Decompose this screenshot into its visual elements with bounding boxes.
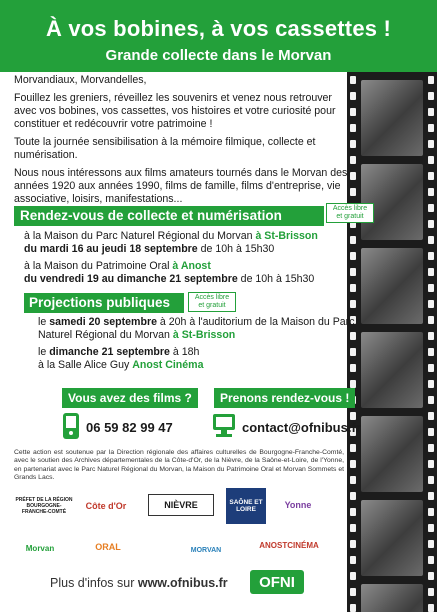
greeting: Morvandiaux, Morvandelles, [14,74,147,86]
morvan-lakes-logo: MORVAN [190,546,222,554]
event-1-town: à St-Brisson [255,230,318,242]
header-band [0,0,437,72]
collecte-event-2 [24,260,359,286]
event-1-place: à la Maison du Parc Naturel Régional du Morvan [24,230,253,242]
sprocket-hole [428,316,434,324]
event-2-place: à la Maison du Patrimoine Oral [24,260,170,272]
sprocket-hole [350,300,356,308]
film-strip [347,72,437,612]
projection-1-details: à 20h à l'auditorium de la Maison du Parc Naturel Régional du Morvan [38,316,355,341]
sprocket-hole [428,124,434,132]
projections-heading: Projections publiques [24,293,184,313]
event-2-date: du vendredi 19 au dimanche 21 septembre [24,273,238,285]
sprocket-hole [428,236,434,244]
nievre-logo: NIÈVRE [148,494,214,516]
film-frame-photo [361,416,423,492]
phone-number[interactable]: 06 59 82 99 47 [86,420,173,435]
sprocket-hole [350,540,356,548]
maison-patrimoine-oral-logo: ORAL [95,542,121,552]
projections-badge: Accès libre et gratuit [188,292,236,312]
projection-2-venue: Anost Cinéma [132,359,204,371]
sprocket-hole [428,380,434,388]
event-1-date: du mardi 16 au jeudi 18 septembre [24,243,198,255]
email-address[interactable]: contact@ofnibus.fr [242,420,361,435]
sprocket-hole [350,460,356,468]
film-frame-photo [361,584,423,612]
sprocket-hole [428,172,434,180]
film-frame-photo [361,164,423,240]
sprocket-hole [428,604,434,612]
sprocket-hole [428,428,434,436]
collecte-heading: Rendez-vous de collecte et numérisation [14,206,324,226]
sprocket-hole [428,540,434,548]
page-title: À vos bobines, à vos cassettes ! [45,16,392,41]
projection-2-time: à 18h [172,346,200,358]
film-frame-photo [361,80,423,156]
sprocket-hole [428,156,434,164]
sprocket-hole [428,332,434,340]
computer-icon [210,412,238,440]
sprocket-hole [428,412,434,420]
projection-1-date: samedi 20 septembre [49,316,157,328]
sprocket-hole [350,572,356,580]
footer-info [50,576,228,590]
phone-icon [62,412,80,440]
sprocket-hole [428,220,434,228]
sprocket-hole [428,476,434,484]
projection-1-town: à St-Brisson [172,329,236,341]
sprocket-hole [350,380,356,388]
sprocket-hole [350,588,356,596]
projection-1 [38,316,358,342]
event-2-town: à Anost [172,260,211,272]
sprocket-hole [428,204,434,212]
anost-cinema-logo: ANOSTCINÉMA [259,540,319,550]
yonne-logo: Yonne [284,500,312,510]
collecte-event-1 [24,230,354,256]
funding-note: Cette action est soutenue par la Direction régionale des affaires culturelles de Bourgogne-Franche-Comté, avec le soutien des Archives départementales de la Côte-d'Or, de la Nièvre, de la Saône-et-Loire, de l'Yonne, en partenariat avec le Parc Naturel Régional du Morvan, la Maison du Patrimoine Oral et Morvan Sommets et Grands Lacs. [14,449,344,481]
sprocket-hole [428,300,434,308]
sprocket-hole [428,508,434,516]
footer-link[interactable]: www.ofnibus.fr [137,576,228,590]
film-frame-photo [361,500,423,576]
sprocket-hole [350,444,356,452]
page-subtitle: Grande collecte dans le Morvan [105,47,332,64]
intro-paragraph-2: Toute la journée sensibilisation à la mémoire filmique, collecte et numérisation. [14,136,316,161]
sprocket-hole [428,572,434,580]
sprocket-hole [350,412,356,420]
sprocket-hole [428,396,434,404]
projection-2-place: à la Salle Alice Guy [38,359,130,371]
sprocket-hole [428,588,434,596]
cote-dor-logo: Côte d'Or [85,501,127,511]
sprocket-hole [428,252,434,260]
saone-et-loire-logo: SAÔNE ET LOIRE [226,488,266,524]
intro-paragraph-3: Nous nous intéressons aux films amateurs tournés dans le Morvan des années 1920 aux années 1990, films de famille, films d'entreprise, vie associative, loisirs, manifestations... [14,167,348,205]
prefet-logo: PRÉFET DE LA RÉGION BOURGOGNE-FRANCHE-COMTÉ [15,497,73,515]
film-frame-photo [361,248,423,324]
projection-2-prefix: le [38,346,47,358]
sprocket-hole [428,556,434,564]
sprocket-hole [428,108,434,116]
projection-1-prefix: le [38,316,47,328]
sprocket-hole [428,444,434,452]
sprocket-hole [350,508,356,516]
collecte-badge: Accès libre et gratuit [326,203,374,223]
sprocket-hole [428,268,434,276]
intro-paragraph-1: Fouillez les greniers, réveillez les souvenirs et venez nous retrouver avec vos bobines, vos cassettes, vos histoires et votre curiosité pour constituer et redécouvrir votre patrimoine ! [14,92,336,130]
footer-text: Plus d'infos sur [50,576,135,590]
projection-2-date: dimanche 21 septembre [49,346,170,358]
event-2-time: de 10h à 15h30 [240,273,315,285]
sprocket-hole [350,476,356,484]
sprocket-hole [428,188,434,196]
intro-text [14,74,354,211]
contact-question: Vous avez des films ? [62,388,198,408]
sprocket-hole [428,460,434,468]
sprocket-hole [428,140,434,148]
sprocket-hole [428,524,434,532]
event-1-time: de 10h à 15h30 [200,243,275,255]
sprocket-hole [350,556,356,564]
sprocket-hole [350,524,356,532]
sprocket-hole [428,348,434,356]
film-frame-photo [361,332,423,408]
morvan-park-logo: Morvan [25,543,55,553]
sprocket-hole [350,604,356,612]
sprocket-hole [428,492,434,500]
sprocket-hole [350,492,356,500]
ofni-logo: OFNI [250,570,304,594]
contact-cta: Prenons rendez-vous ! [214,388,355,408]
sprocket-hole [428,284,434,292]
sprocket-hole [428,76,434,84]
projection-2 [38,346,358,372]
sprocket-hole [428,364,434,372]
sprocket-hole [428,92,434,100]
